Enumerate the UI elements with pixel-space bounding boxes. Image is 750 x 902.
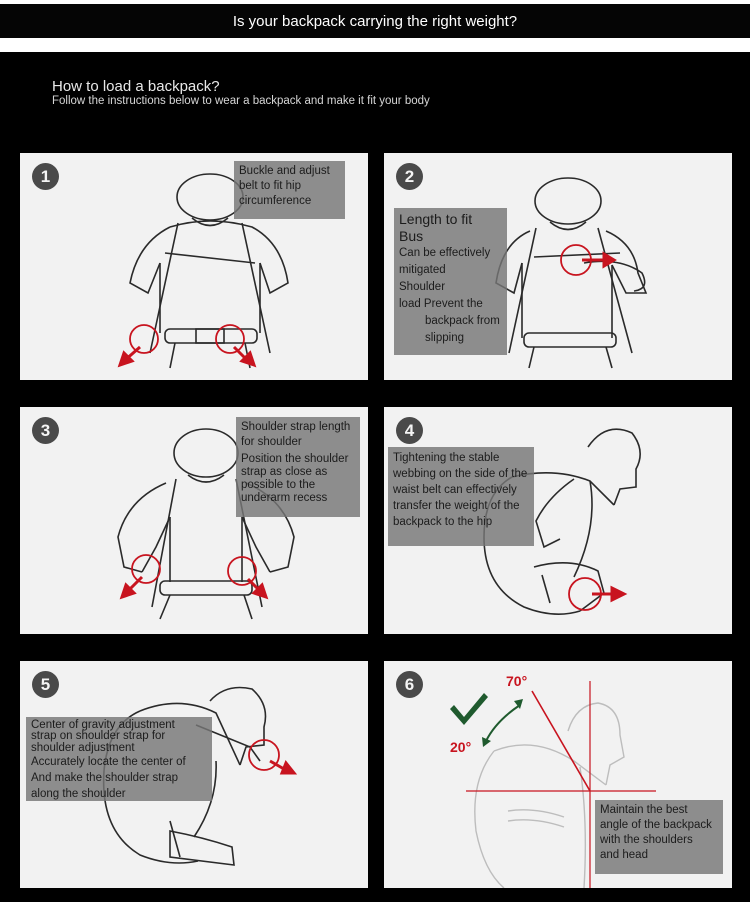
- note-line: mitigated: [399, 264, 446, 276]
- note-line: backpack to the hip: [393, 516, 493, 528]
- intro-heading: How to load a backpack?: [52, 78, 220, 95]
- step-number-badge: 4: [396, 417, 423, 444]
- note-line: slipping: [425, 332, 464, 344]
- note-line: Can be effectively: [399, 247, 491, 259]
- note-line: Shoulder: [399, 281, 446, 293]
- step-note: [236, 417, 360, 517]
- note-line: And make the shoulder strap: [31, 772, 179, 784]
- note-line: Shoulder strap length: [241, 421, 351, 433]
- checkmark-icon: [450, 693, 488, 725]
- note-line: Center of gravity adjustment: [31, 719, 175, 731]
- step-note: [388, 447, 534, 546]
- step-number-badge: 1: [32, 163, 59, 190]
- note-line: transfer the weight of the: [393, 500, 520, 512]
- note-line: circumference: [239, 195, 312, 207]
- banner-title: Is your backpack carrying the right weight?: [232, 12, 518, 30]
- step-number-badge: 2: [396, 163, 423, 190]
- note-line: Tightening the stable: [393, 452, 500, 464]
- note-line: strap as close as: [241, 466, 328, 478]
- note-line: backpack from: [425, 315, 500, 327]
- step-panel-1: [20, 153, 368, 380]
- step-panel-5: [20, 661, 368, 888]
- note-title: Length to fit: [399, 211, 473, 227]
- step-number-badge: 3: [32, 417, 59, 444]
- intro-subheading: Follow the instructions below to wear a backpack and make it fit your body: [52, 95, 430, 107]
- step-number-badge: 5: [32, 671, 59, 698]
- note-line: and head: [600, 849, 648, 861]
- step-panel-4: [384, 407, 732, 634]
- note-line: shoulder adjustment: [31, 742, 135, 754]
- note-line: with the shoulders: [600, 834, 693, 846]
- note-line: angle of the backpack: [600, 819, 712, 831]
- step-panel-2: [384, 153, 732, 380]
- note-line: waist belt can effectively: [393, 484, 517, 496]
- note-line: strap on shoulder strap for: [31, 730, 166, 742]
- step-note: [26, 717, 212, 801]
- note-line: belt to fit hip: [239, 180, 302, 192]
- title-banner: [0, 4, 750, 38]
- note-line: Accurately locate the center of: [31, 756, 186, 768]
- note-line: possible to the: [241, 479, 316, 491]
- angle-label-70: 70°: [506, 673, 528, 689]
- step-number-badge: 6: [396, 671, 423, 698]
- step-panel-3: [20, 407, 368, 634]
- step-panel-6: [384, 661, 732, 888]
- angle-label-20: 20°: [450, 739, 472, 755]
- note-title-2: Bus: [399, 228, 424, 244]
- note-line: Maintain the best: [600, 804, 688, 816]
- note-line: along the shoulder: [31, 788, 126, 800]
- step-note: [234, 161, 345, 219]
- note-line: underarm recess: [241, 492, 328, 504]
- note-line: Buckle and adjust: [239, 165, 330, 177]
- step-note: [394, 208, 507, 355]
- note-line: for shoulder: [241, 436, 302, 448]
- note-line: Position the shoulder: [241, 453, 349, 465]
- note-line: webbing on the side of the: [393, 468, 528, 480]
- note-line: load Prevent the: [399, 298, 483, 310]
- step-note: [595, 800, 723, 874]
